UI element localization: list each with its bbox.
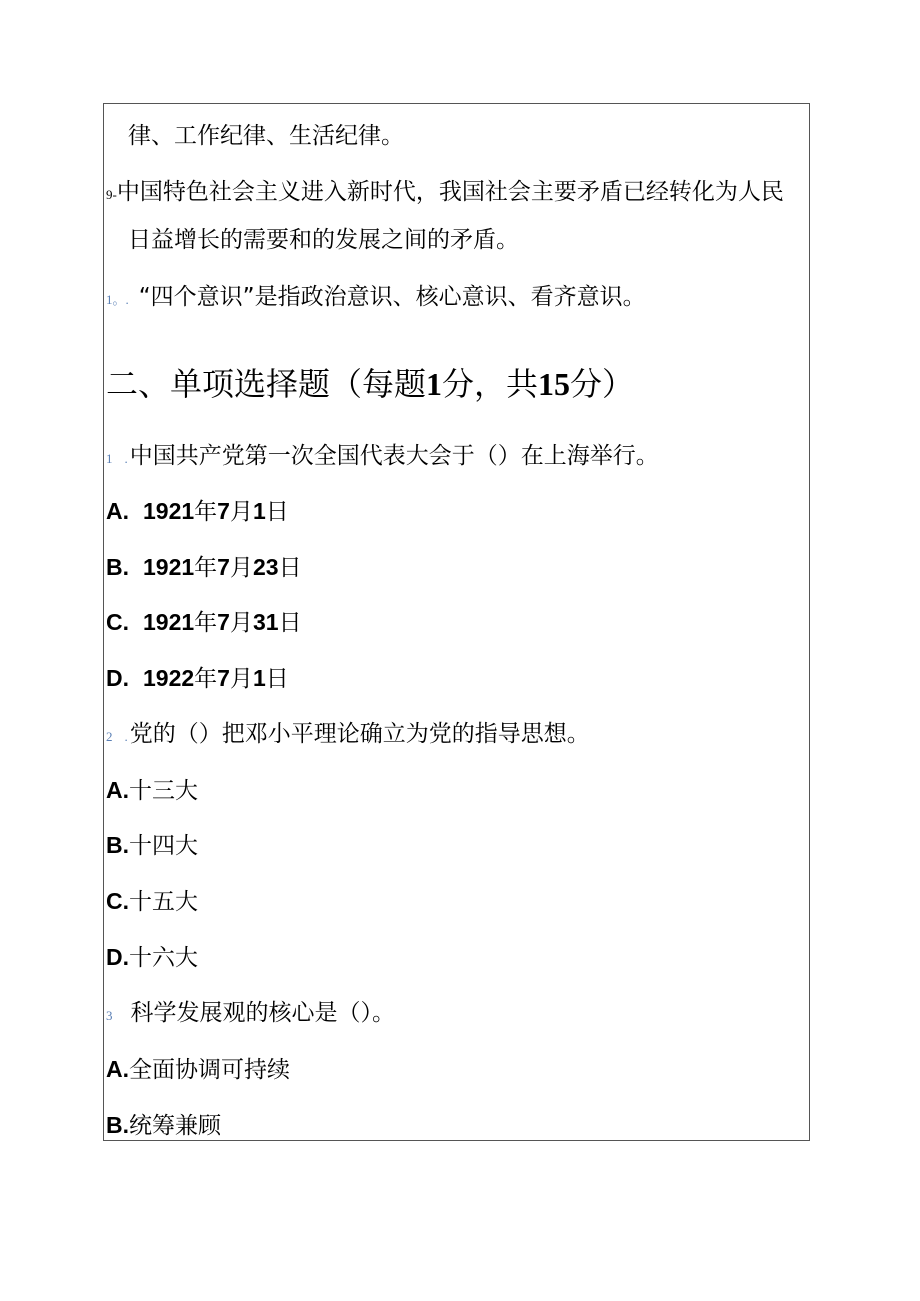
option-letter: A. — [106, 1056, 129, 1082]
option-year-unit: 年 — [194, 666, 218, 692]
option-month-unit: 月 — [229, 610, 253, 636]
option-year: 1921 — [143, 609, 195, 635]
option-month: 7 — [217, 665, 230, 691]
question-2-text: 党的（）把邓小平理论确立为党的指导思想。 — [129, 721, 590, 747]
option-year: 1921 — [143, 554, 195, 580]
question-1-number: 1 — [106, 451, 113, 466]
question-3-text: 科学发展观的核心是（）。 — [130, 1000, 395, 1026]
heading-per-score: 1 — [426, 366, 443, 402]
option-letter: A. — [106, 498, 129, 524]
option-year-unit: 年 — [194, 499, 218, 525]
option-month: 7 — [217, 554, 230, 580]
option-month: 7 — [217, 498, 230, 524]
q3-option-a — [106, 1054, 290, 1085]
option-year: 1922 — [143, 665, 195, 691]
option-month-unit: 月 — [229, 555, 253, 581]
option-letter: B. — [106, 554, 129, 580]
question-3 — [106, 998, 395, 1031]
option-day: 31 — [252, 609, 279, 635]
option-letter: D. — [106, 944, 129, 970]
option-letter: D. — [106, 665, 129, 691]
option-day: 1 — [252, 498, 266, 524]
option-text: 全面协调可持续 — [129, 1057, 290, 1083]
option-text: 十三大 — [129, 778, 198, 804]
section-heading — [106, 364, 634, 404]
q1-option-c — [106, 607, 302, 638]
item-9-text-line2: 日益增长的需要和的发展之间的矛盾。 — [128, 227, 519, 253]
option-text: 十六大 — [129, 945, 198, 971]
q3-option-b — [106, 1110, 221, 1141]
option-month: 7 — [217, 609, 230, 635]
question-1 — [106, 441, 659, 474]
q2-option-a — [106, 775, 198, 806]
heading-suffix: 分） — [570, 365, 635, 403]
item-10-number: 1。. — [106, 292, 129, 307]
item-9-text-line1: 中国特色社会主义进入新时代，我国社会主要矛盾已经转化为人民 — [116, 179, 784, 205]
continuation-text: 律、工作纪律、生活纪律。 — [128, 123, 404, 149]
question-2-number: 2 — [106, 729, 113, 744]
item-9-number: 9- — [106, 187, 117, 202]
option-month-unit: 月 — [229, 499, 253, 525]
option-day-unit: 日 — [265, 499, 289, 525]
option-day-unit: 日 — [278, 555, 302, 581]
option-month-unit: 月 — [229, 666, 253, 692]
heading-mid: 分，共 — [442, 365, 539, 403]
question-3-number: 3 — [106, 1008, 113, 1023]
heading-prefix: 二、单项选择题（每题 — [106, 365, 427, 403]
option-day-unit: 日 — [278, 610, 302, 636]
option-year-unit: 年 — [194, 610, 218, 636]
option-letter: B. — [106, 832, 129, 858]
option-text: 统筹兼顾 — [129, 1113, 221, 1139]
option-day: 1 — [252, 665, 266, 691]
question-1-separator: . — [124, 451, 128, 466]
q2-option-c — [106, 886, 198, 917]
option-day: 23 — [252, 554, 279, 580]
question-2 — [106, 719, 590, 752]
question-2-separator: . — [124, 729, 128, 744]
option-text: 十五大 — [129, 889, 198, 915]
q2-option-b — [106, 830, 198, 861]
option-letter: A. — [106, 777, 129, 803]
question-1-text: 中国共产党第一次全国代表大会于（）在上海举行。 — [129, 443, 659, 469]
option-year-unit: 年 — [194, 555, 218, 581]
q2-option-d — [106, 942, 198, 973]
option-year: 1921 — [143, 498, 195, 524]
heading-total-score: 15 — [538, 366, 571, 402]
item-9 — [106, 177, 784, 210]
q1-option-a — [106, 496, 289, 527]
option-letter: B. — [106, 1112, 129, 1138]
q1-option-b — [106, 552, 302, 583]
item-9-continued — [128, 225, 519, 255]
item-10 — [106, 282, 646, 315]
option-text: 十四大 — [129, 833, 198, 859]
option-letter: C. — [106, 609, 129, 635]
continuation-line — [128, 121, 404, 151]
option-letter: C. — [106, 888, 129, 914]
item-10-text: “四个意识”是指政治意识、核心意识、看齐意识。 — [138, 284, 646, 310]
option-day-unit: 日 — [265, 666, 289, 692]
q1-option-d — [106, 663, 289, 694]
